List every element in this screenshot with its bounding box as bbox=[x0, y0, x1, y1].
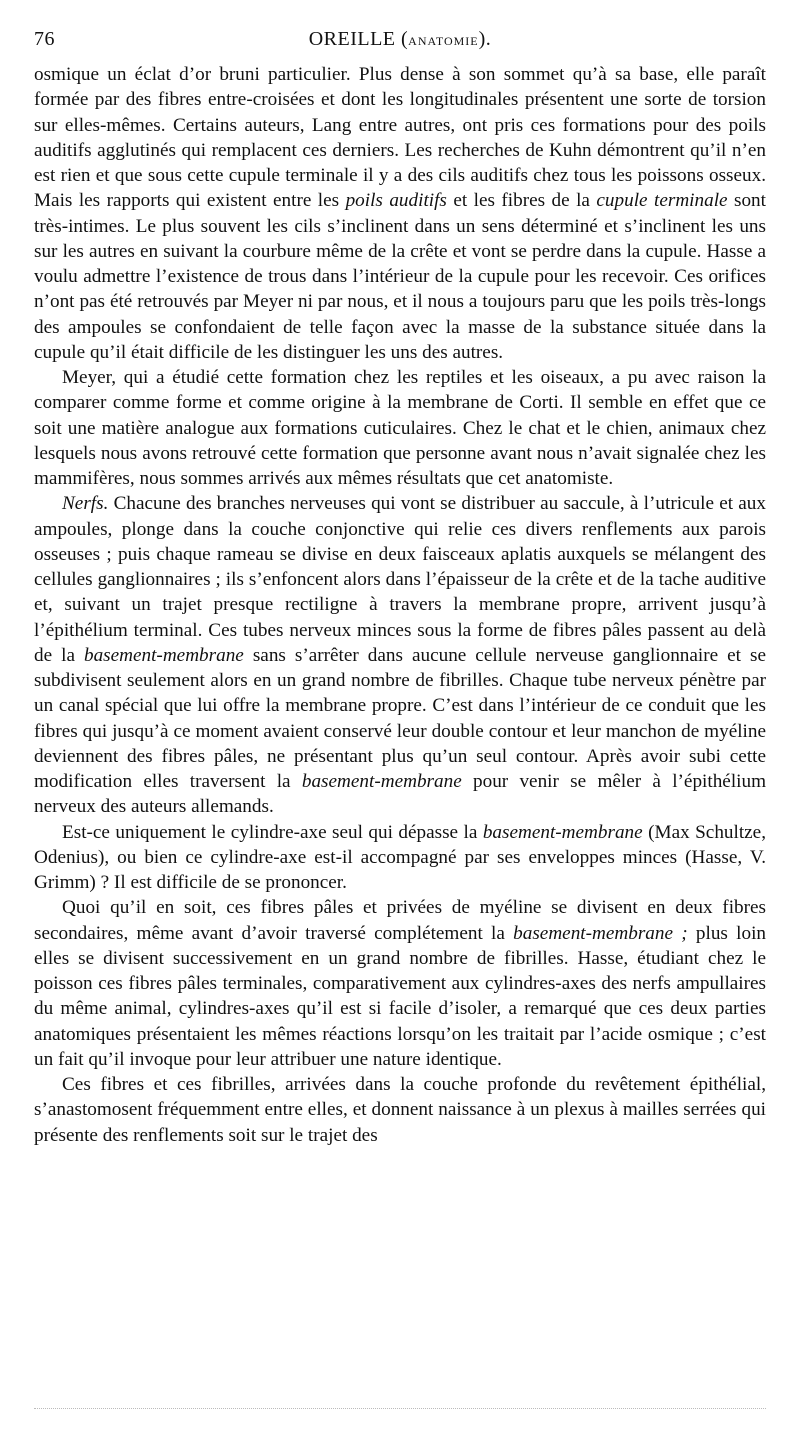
text-run: pour venir se mêler à l’épithélium nerveux des auteurs allemands. bbox=[34, 771, 766, 818]
italic-run: basement-membrane bbox=[83, 644, 244, 666]
paragraph bbox=[34, 1072, 766, 1148]
paragraph bbox=[34, 62, 766, 365]
document-page bbox=[34, 28, 766, 1148]
paragraph bbox=[34, 820, 766, 896]
text-run: sont très-intimes. Le plus souvent les cils s’inclinent dans un sens déterminé et s’inclinent les uns sur les autres en suivant la courbure même de la crête et vont se perdre dans la cupule. Hasse a voulu admettre l’existence de trous dans l’intérieur de la cupule pour les recevoir. Ces orifices n’ont pas été retrouvés par Meyer ni par nous, et il nous a toujours paru que les poils très-longs des ampoules se confondaient de telle façon avec la masse de la substance située dans la cupule qu’il était difficile de les distinguer les uns des autres. bbox=[34, 190, 766, 363]
running-title-main: OREILLE bbox=[308, 28, 396, 50]
body-text bbox=[34, 62, 766, 1148]
running-title-paren-close: ). bbox=[478, 28, 492, 50]
running-header bbox=[34, 28, 766, 58]
italic-run: poils auditifs bbox=[345, 190, 447, 212]
text-run: et les fibres de la bbox=[446, 190, 597, 212]
text-run: Meyer, qui a étudié cette formation chez les reptiles et les oiseaux, a pu avec raison la comparer comme forme et comme origine à la membrane de Corti. Il semble en effet que ce soit une matière analogue aux formations cuticulaires. Chez le chat et le chien, animaux chez lesquels nous avons retrouvé cette formation que personne avant nous n’avait signalée chez les mammifères, nous sommes arrivés aux mêmes résultats que cet anatomiste. bbox=[34, 367, 766, 489]
running-title-sub: anatomie bbox=[408, 30, 479, 49]
bottom-scan-marks bbox=[34, 1408, 766, 1415]
italic-run: basement-membrane bbox=[301, 771, 462, 792]
text-run: Chacune des branches nerveuses qui vont se distribuer au saccule, à l’utricule et aux ampoules, plonge dans la couche conjonctive qui relie ces divers renflements aux parois osseuses ; puis chaque rameau se divise en deux faisceaux aplatis auxquels se mélangent des cellules ganglionnaires ; ils s’enfoncent alors dans l’épaisseur de la crête et de la tache auditive et, suivant un trajet presque rectiligne à travers la membrane propre, arrivent jusqu’à l’épithélium terminal. Ces tubes nerveux minces sous la forme de fibres pâles passent au delà de la bbox=[34, 493, 766, 666]
paragraph bbox=[34, 491, 766, 819]
text-run: Quoi qu’il en soit, ces fibres pâles et privées de myéline se divisent en deux fibres secondaires, même avant d’avoir traversé complétement la bbox=[34, 897, 766, 944]
running-title-paren-open: ( bbox=[401, 28, 409, 50]
running-title bbox=[34, 28, 766, 51]
text-run: Ces fibres et ces fibrilles, arrivées dans la couche profonde du revêtement épithélial, s’anastomosent fréquemment entre elles, et donnent naissance à un plexus à mailles serrées qui présente des renflements soit sur le trajet des bbox=[34, 1074, 766, 1146]
page-number: 76 bbox=[34, 28, 55, 50]
italic-run: basement-membrane bbox=[482, 821, 643, 843]
text-run: sans s’arrêter dans aucune cellule nerveuse ganglionnaire et se subdivisent seulement alors en un grand nombre de fibrilles. Chaque tube nerveux pénètre par un canal spécial que lui offre la membrane propre. C’est dans l’intérieur de ce conduit que les fibres qui jusqu’à ce moment avaient conservé leur double contour et leur manchon de myéline deviennent des fibres pâles, ne présentant plus qu’un seul contour. Après avoir subi cette modification elles traversent la bbox=[34, 644, 766, 792]
italic-run: Nerfs. bbox=[62, 493, 109, 515]
text-run: osmique un éclat d’or bruni particulier. Plus dense à son sommet qu’à sa base, elle paraît formée par des fibres entre-croisées et dont les longitudinales présentent une sorte de torsion sur elles-mêmes. Certains auteurs, Lang entre autres, ont pris ces formations pour des poils auditifs agglutinés qui remplacent ces derniers. Les recherches de Kuhn démontrent qu’il n’en est rien et que sous cette cupule terminale il y a des cils auditifs chez tous les poissons osseux. Mais les rapports qui existent entre les bbox=[34, 64, 766, 212]
paragraph bbox=[34, 365, 766, 491]
italic-run: cupule terminale bbox=[596, 190, 728, 212]
paragraph bbox=[34, 895, 766, 1072]
italic-run: basement-membrane ; bbox=[513, 922, 688, 944]
text-run: (Max Schultze, Odenius), ou bien ce cylindre-axe est-il accompagné par ses enveloppes minces (Hasse, V. Grimm) ? Il est difficile de se prononcer. bbox=[34, 821, 766, 893]
text-run: plus loin elles se divisent successivement en un grand nombre de fibrilles. Hasse, étudiant chez le poisson ces fibres pâles terminales, comparativement aux cylindres-axes des nerfs ampullaires du même animal, cylindres-axes qu’il est si facile d’isoler, a remarqué que ces deux parties anatomiques présentaient les mêmes réactions lorsqu’on les traitait par l’acide osmique ; c’est un fait qu’il invoque pour leur attribuer une nature identique. bbox=[34, 922, 766, 1070]
text-run: Est-ce uniquement le cylindre-axe seul qui dépasse la bbox=[62, 821, 483, 843]
